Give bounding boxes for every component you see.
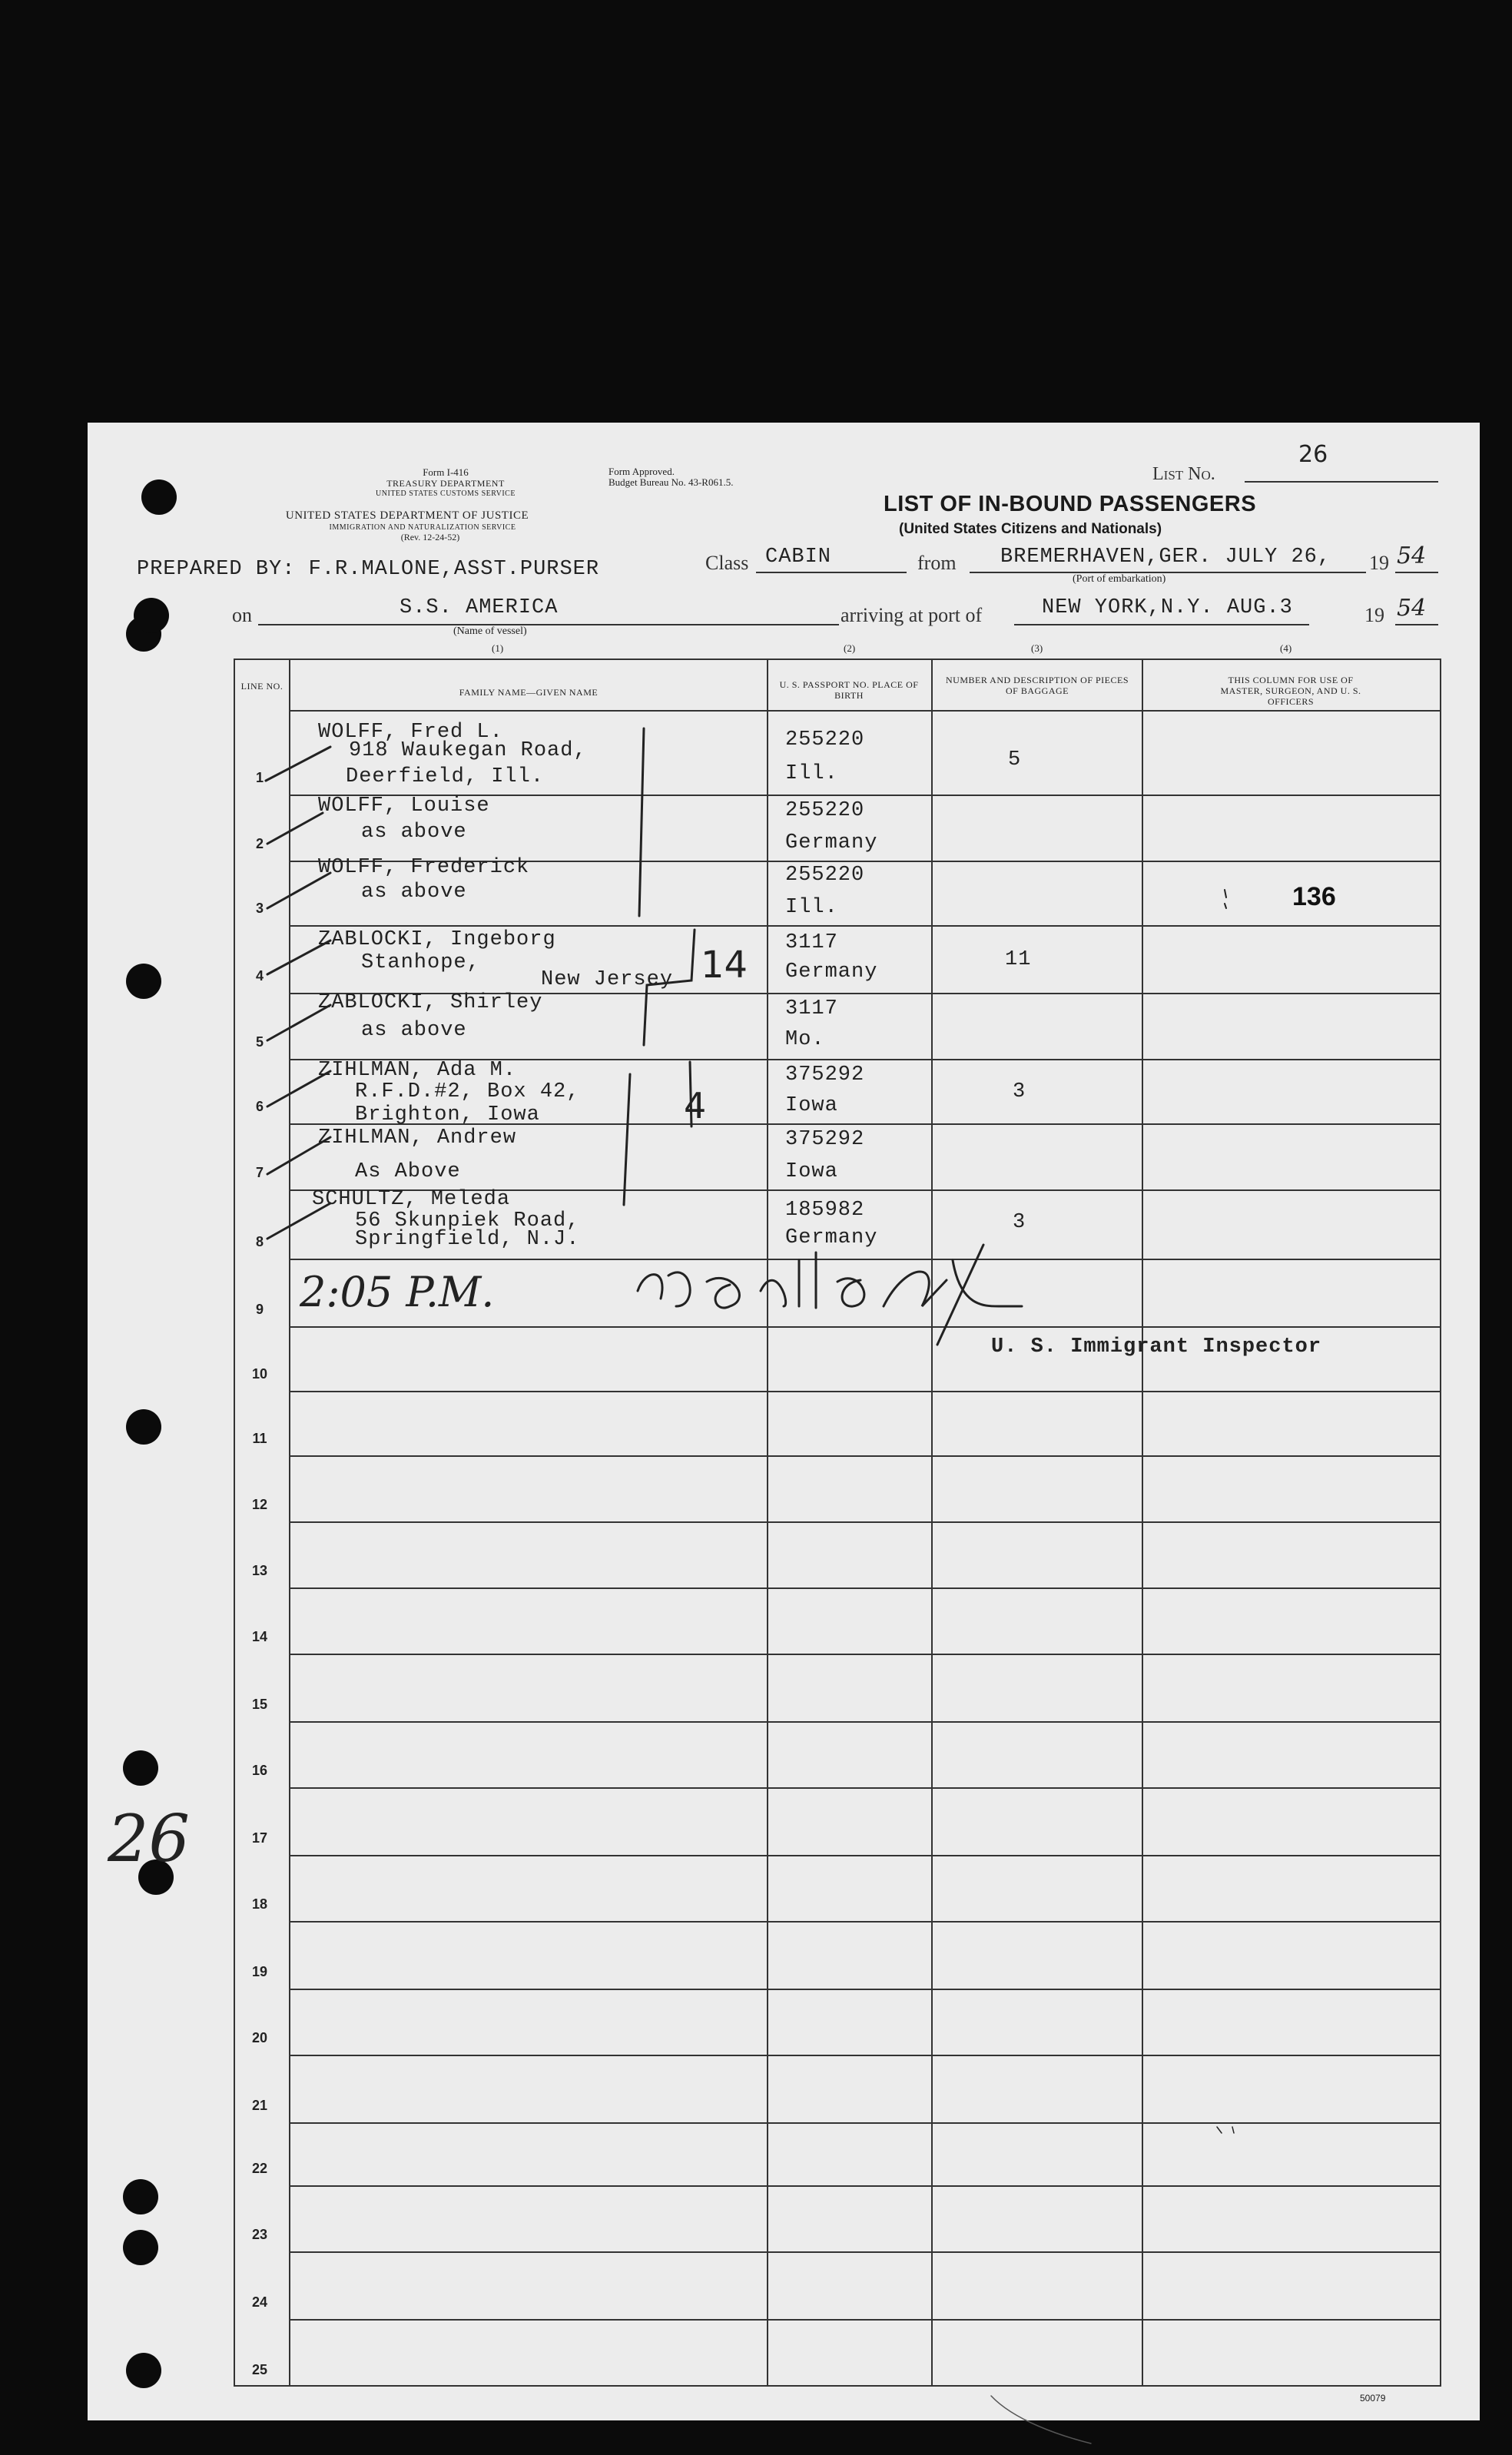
- col-header-baggage: NUMBER AND DESCRIPTION OF PIECES OF BAGGAGE: [945, 675, 1129, 696]
- passenger-1-passport: 255220: [785, 728, 865, 751]
- passenger-4-addr1: Stanhope,: [361, 951, 480, 974]
- line-number: 8: [255, 1234, 264, 1249]
- footer-code: 50079: [1360, 2393, 1386, 2404]
- page-subtitle: (United States Citizens and Nationals): [899, 521, 1162, 537]
- passenger-3-name: WOLFF, Frederick: [318, 856, 530, 879]
- embark-year: 54: [1397, 542, 1427, 569]
- family-bracket: [639, 728, 644, 916]
- passenger-8-addr2: Springfield, N.J.: [355, 1228, 580, 1251]
- passenger-4-birthplace: Germany: [785, 960, 878, 984]
- passenger-6-name: ZIHLMAN, Ada M.: [318, 1059, 517, 1082]
- check-mark: [267, 873, 330, 908]
- passenger-5-passport: 3117: [785, 997, 838, 1020]
- col-header-line-no: LINE NO.: [240, 681, 284, 692]
- passenger-3-passport: 255220: [785, 864, 865, 887]
- line-number: 2: [255, 836, 264, 851]
- port-of-embarkation: BREMERHAVEN,GER. JULY 26,: [1000, 546, 1331, 569]
- line-number: 7: [255, 1165, 264, 1180]
- line-number: 17: [251, 1830, 268, 1846]
- check-mark: [267, 1203, 330, 1239]
- passenger-1-baggage: 5: [1008, 748, 1022, 771]
- line-number: 21: [251, 2098, 268, 2113]
- check-mark: [267, 1137, 330, 1174]
- margin-number: 26: [108, 1801, 190, 1876]
- line-number: 13: [251, 1563, 268, 1578]
- form-approved: Form Approved.: [608, 466, 675, 477]
- vessel-name: S.S. AMERICA: [400, 596, 559, 619]
- passenger-4-passport: 3117: [785, 931, 838, 954]
- total-count: 136: [1292, 882, 1336, 911]
- check-mark: [267, 941, 330, 974]
- year-prefix-2: 19: [1364, 604, 1384, 626]
- col-number-1: (1): [492, 642, 504, 654]
- family-bracket: [644, 930, 695, 1045]
- line-number: 14: [251, 1629, 268, 1644]
- passenger-1-birthplace: Ill.: [785, 762, 838, 785]
- line-number: 16: [251, 1763, 268, 1778]
- passenger-5-birthplace: Mo.: [785, 1028, 825, 1051]
- passenger-8-addr1: 56 Skunpiek Road,: [355, 1209, 580, 1232]
- passenger-1-name: WOLFF, Fred L.: [318, 721, 503, 744]
- passenger-8-passport: 185982: [785, 1199, 865, 1222]
- line-number: 1: [255, 770, 264, 785]
- passenger-6-passport: 375292: [785, 1063, 865, 1087]
- col-header-officers: THIS COLUMN FOR USE OF MASTER, SURGEON, AND U. S. OFFICERS: [1220, 675, 1361, 707]
- revision-date: (Rev. 12-24-52): [400, 532, 460, 542]
- from-label: from: [917, 552, 957, 574]
- line-number: 18: [251, 1896, 268, 1912]
- passenger-3-birthplace: Ill.: [785, 896, 838, 919]
- passenger-1-addr1: 918 Waukegan Road,: [349, 739, 587, 762]
- list-number: 26: [1298, 441, 1328, 468]
- line-number: 15: [251, 1697, 268, 1712]
- form-number: Form I-416: [423, 466, 469, 478]
- passenger-1-addr2: Deerfield, Ill.: [346, 765, 545, 788]
- line-number: 5: [255, 1034, 264, 1050]
- col-number-4: (4): [1280, 642, 1292, 654]
- port-of-arrival: NEW YORK,N.Y. AUG.3: [1042, 596, 1293, 619]
- passenger-2-name: WOLFF, Louise: [318, 795, 490, 818]
- signature-time: 2:05 P.M.: [300, 1268, 495, 1316]
- check-mark: [267, 1005, 330, 1040]
- passenger-8-baggage: 3: [1013, 1211, 1026, 1234]
- passenger-5-addr1: as above: [361, 1019, 467, 1042]
- line-number: 25: [251, 2362, 268, 2377]
- line-number: 6: [255, 1099, 264, 1114]
- dept-of-justice: UNITED STATES DEPARTMENT OF JUSTICE: [285, 509, 529, 522]
- passenger-6-birthplace: Iowa: [785, 1094, 838, 1117]
- port-embark-caption: (Port of embarkation): [1073, 573, 1166, 585]
- passenger-2-birthplace: Germany: [785, 831, 878, 854]
- col-number-3: (3): [1031, 642, 1043, 654]
- line-number: 22: [251, 2161, 268, 2176]
- prepared-by: PREPARED BY: F.R.MALONE,ASST.PURSER: [137, 558, 600, 581]
- inspector-label: U. S. Immigrant Inspector: [991, 1335, 1322, 1359]
- family-bracket: [624, 1074, 630, 1205]
- passenger-6-addr1: R.F.D.#2, Box 42,: [355, 1080, 580, 1103]
- passenger-6-addr2: Brighton, Iowa: [355, 1103, 540, 1126]
- passenger-8-birthplace: Germany: [785, 1226, 878, 1249]
- treasury-department: TREASURY DEPARTMENT: [386, 478, 505, 489]
- passenger-4-baggage: 11: [1005, 948, 1032, 971]
- vessel-caption: (Name of vessel): [453, 625, 527, 637]
- line-number: 10: [251, 1366, 268, 1382]
- line-number: 23: [251, 2227, 268, 2242]
- customs-service: UNITED STATES CUSTOMS SERVICE: [376, 489, 516, 498]
- passenger-2-passport: 255220: [785, 799, 865, 822]
- passenger-7-passport: 375292: [785, 1128, 865, 1151]
- arrival-year: 54: [1397, 595, 1427, 622]
- on-label: on: [232, 604, 252, 626]
- check-mark: [267, 813, 323, 844]
- col-header-name: FAMILY NAME—GIVEN NAME: [459, 687, 598, 698]
- group-count-1: 14: [701, 944, 748, 987]
- arriving-label: arriving at port of: [841, 604, 983, 626]
- line-number: 11: [252, 1431, 267, 1446]
- list-no-label: List No.: [1152, 464, 1215, 484]
- col-number-2: (2): [844, 642, 856, 654]
- col-header-passport: U. S. PASSPORT NO. PLACE OF BIRTH: [779, 679, 919, 701]
- passenger-4-addr2: New Jersey: [541, 968, 674, 991]
- passenger-3-addr1: as above: [361, 881, 467, 904]
- line-number: 12: [251, 1497, 268, 1512]
- line-number: 3: [255, 901, 264, 916]
- line-number: 24: [251, 2294, 268, 2310]
- page-title: LIST OF IN-BOUND PASSENGERS: [884, 492, 1257, 516]
- passenger-7-addr1: As Above: [355, 1160, 461, 1183]
- passenger-6-baggage: 3: [1013, 1080, 1026, 1103]
- inspector-signature: [638, 1245, 1022, 1345]
- budget-bureau: Budget Bureau No. 43-R061.5.: [608, 476, 734, 488]
- check-mark: [267, 1071, 330, 1106]
- passenger-8-name: SCHULTZ, Meleda: [312, 1188, 511, 1211]
- passenger-7-birthplace: Iowa: [785, 1160, 838, 1183]
- passenger-5-name: ZABLOCKI, Shirley: [318, 991, 543, 1014]
- class-value: CABIN: [765, 546, 832, 569]
- line-number: 20: [251, 2030, 268, 2045]
- line-number: 19: [251, 1964, 268, 1979]
- class-label: Class: [705, 552, 749, 574]
- ins-service: IMMIGRATION AND NATURALIZATION SERVICE: [329, 523, 516, 532]
- passenger-4-name: ZABLOCKI, Ingeborg: [318, 928, 556, 951]
- group-count-2: 4: [684, 1085, 707, 1126]
- line-number: 4: [255, 968, 264, 984]
- year-prefix: 19: [1369, 552, 1389, 574]
- passenger-7-name: ZIHLMAN, Andrew: [318, 1126, 517, 1150]
- line-number: 9: [255, 1302, 264, 1317]
- passenger-2-addr1: as above: [361, 821, 467, 844]
- check-mark: [266, 747, 330, 781]
